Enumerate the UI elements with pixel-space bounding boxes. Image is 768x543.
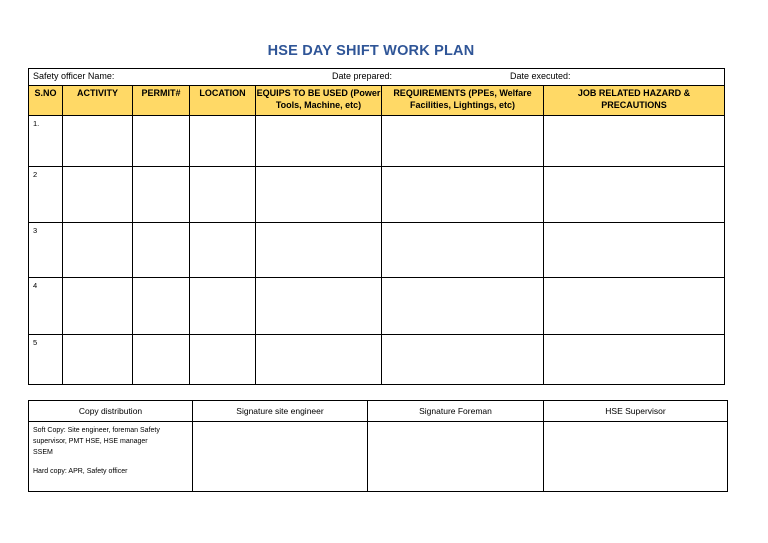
equipment-cell[interactable] bbox=[256, 116, 382, 167]
requirements-cell[interactable] bbox=[382, 116, 544, 167]
location-cell[interactable] bbox=[190, 278, 256, 335]
signature-table bbox=[28, 400, 728, 492]
copy-distribution-cell bbox=[29, 422, 193, 492]
copy-distribution-header: Copy distribution bbox=[29, 401, 193, 422]
date-executed-label: Date executed: bbox=[510, 71, 571, 81]
hazards-cell[interactable] bbox=[544, 223, 725, 278]
table-row bbox=[29, 278, 725, 335]
work-plan-table bbox=[28, 68, 725, 385]
requirements-cell[interactable] bbox=[382, 223, 544, 278]
site-engineer-signature-cell[interactable] bbox=[193, 422, 368, 492]
hard-copy-line: Hard copy: APR, Safety officer bbox=[33, 468, 128, 475]
hazards-cell[interactable] bbox=[544, 116, 725, 167]
signature-header-row bbox=[29, 401, 728, 422]
header-row bbox=[29, 86, 725, 116]
activity-cell[interactable] bbox=[63, 335, 133, 385]
activity-cell[interactable] bbox=[63, 116, 133, 167]
location-cell[interactable] bbox=[190, 116, 256, 167]
row-number: 3 bbox=[29, 223, 63, 278]
requirements-cell[interactable] bbox=[382, 335, 544, 385]
date-prepared-label: Date prepared: bbox=[332, 71, 393, 81]
hazards-cell[interactable] bbox=[544, 335, 725, 385]
site-engineer-signature-header: Signature site engineer bbox=[193, 401, 368, 422]
hse-supervisor-header: HSE Supervisor bbox=[544, 401, 728, 422]
permit-cell[interactable] bbox=[133, 223, 190, 278]
permit-cell[interactable] bbox=[133, 116, 190, 167]
soft-copy-line: supervisor, PMT HSE, HSE manager bbox=[33, 438, 148, 445]
soft-copy-line: SSEM bbox=[33, 449, 53, 456]
location-cell[interactable] bbox=[190, 167, 256, 223]
equipment-cell[interactable] bbox=[256, 167, 382, 223]
permit-cell[interactable] bbox=[133, 278, 190, 335]
activity-cell[interactable] bbox=[63, 223, 133, 278]
info-row bbox=[29, 69, 725, 86]
hazards-cell[interactable] bbox=[544, 278, 725, 335]
equipment-cell[interactable] bbox=[256, 223, 382, 278]
header-equipment: EQUIPS TO BE USED (Power Tools, Machine, etc) bbox=[256, 86, 382, 116]
header-location: LOCATION bbox=[190, 86, 256, 116]
table-row bbox=[29, 223, 725, 278]
hazards-cell[interactable] bbox=[544, 167, 725, 223]
hse-supervisor-signature-cell[interactable] bbox=[544, 422, 728, 492]
permit-cell[interactable] bbox=[133, 335, 190, 385]
row-number: 5 bbox=[29, 335, 63, 385]
signature-row bbox=[29, 422, 728, 492]
table-row bbox=[29, 335, 725, 385]
soft-copy-line: Soft Copy: Site engineer, foreman Safety bbox=[33, 427, 160, 434]
header-sno: S.NO bbox=[29, 86, 63, 116]
permit-cell[interactable] bbox=[133, 167, 190, 223]
activity-cell[interactable] bbox=[63, 167, 133, 223]
requirements-cell[interactable] bbox=[382, 278, 544, 335]
header-requirements: REQUIREMENTS (PPEs, Welfare Facilities, Lightings, etc) bbox=[382, 86, 544, 116]
header-hazards: JOB RELATED HAZARD & PRECAUTIONS bbox=[544, 86, 725, 116]
safety-officer-label: Safety officer Name: bbox=[33, 71, 115, 81]
location-cell[interactable] bbox=[190, 335, 256, 385]
table-row bbox=[29, 116, 725, 167]
header-permit: PERMIT# bbox=[133, 86, 190, 116]
foreman-signature-header: Signature Foreman bbox=[368, 401, 544, 422]
activity-cell[interactable] bbox=[63, 278, 133, 335]
row-number: 4 bbox=[29, 278, 63, 335]
document-title: HSE DAY SHIFT WORK PLAN bbox=[267, 43, 475, 59]
row-number: 1. bbox=[29, 116, 63, 167]
table-row bbox=[29, 167, 725, 223]
requirements-cell[interactable] bbox=[382, 167, 544, 223]
location-cell[interactable] bbox=[190, 223, 256, 278]
header-activity: ACTIVITY bbox=[63, 86, 133, 116]
info-cell[interactable] bbox=[29, 69, 725, 86]
equipment-cell[interactable] bbox=[256, 335, 382, 385]
foreman-signature-cell[interactable] bbox=[368, 422, 544, 492]
equipment-cell[interactable] bbox=[256, 278, 382, 335]
row-number: 2 bbox=[29, 167, 63, 223]
